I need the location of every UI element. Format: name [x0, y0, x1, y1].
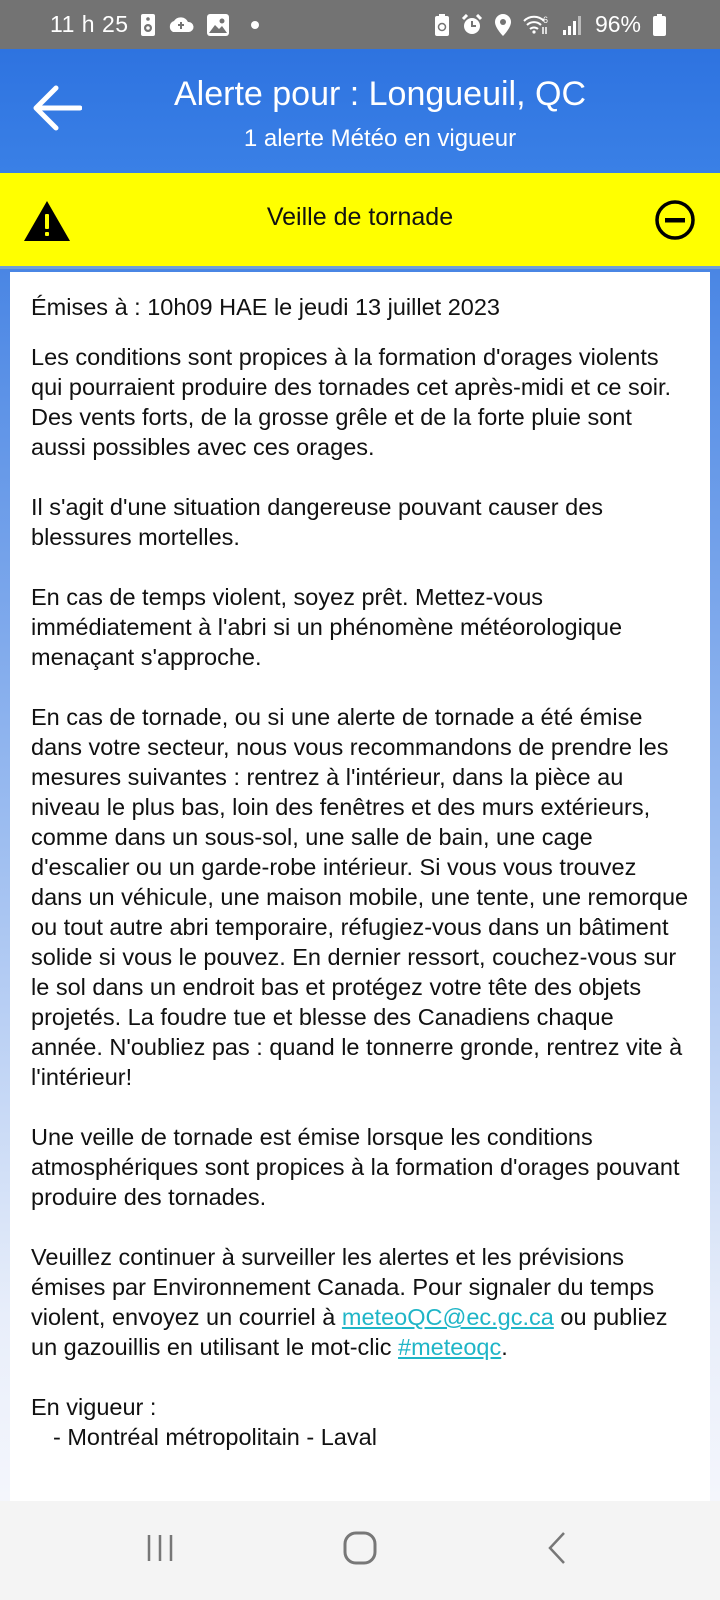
- status-right: [435, 11, 666, 38]
- contact-text: .: [501, 1334, 508, 1360]
- in-effect-label: En vigueur :: [31, 1394, 157, 1420]
- battery-percent: 96%: [594, 11, 641, 37]
- home-icon: [343, 1531, 377, 1565]
- email-link[interactable]: meteoQC@ec.gc.ca: [341, 1304, 554, 1330]
- content-area[interactable]: [0, 269, 720, 1501]
- alert-title: Veille de tornade: [266, 203, 454, 231]
- notification-dot-icon: [251, 21, 259, 29]
- alert-paragraph: En cas de temps violent, soyez prêt. Mettez-vous immédiatement à l'abri si un phénomène météorologique menaçant s'approche.: [31, 584, 623, 670]
- status-time: 11 h 25: [50, 11, 129, 37]
- minus-circle-icon: [654, 199, 696, 241]
- hashtag-link[interactable]: #meteoqc: [398, 1334, 502, 1360]
- page-subtitle: 1 alerte Météo en vigueur: [243, 125, 517, 152]
- alert-paragraph: En cas de tornade, ou si une alerte de tornade a été émise dans votre secteur, nous vous recommandons de prendre les mesures suivantes : rentrez à l'intérieur, dans la pièce au niveau le plus bas, loin des fenêtres et des murs extérieurs, comme dans un sous-sol, une salle de bain, une cage d'escalier ou un garde-robe intérieur. Si vous vous trouvez dans un véhicule, une maison mobile, une tente, une remorque ou tout autre abri temporaire, réfugiez-vous dans un bâtiment solide si vous le pouvez. En dernier ressort, couchez-vous sur le sol dans un endroit bas et protégez votre tête des objets projetés. La foudre tue et blesse des Canadiens chaque année. N'oubliez pas : quand le tonnerre gronde, rentrez vite à l'intérieur!: [31, 704, 689, 1090]
- nav-back-button[interactable]: [528, 1523, 588, 1573]
- status-left: [50, 11, 259, 38]
- collapse-alert-button[interactable]: [652, 197, 698, 243]
- battery-saver-icon: [435, 14, 449, 36]
- alert-paragraph: Il s'agit d'une situation dangereuse pouvant causer des blessures mortelles.: [31, 494, 604, 550]
- issued-time: Émises à : 10h09 HAE le jeudi 13 juillet 2023: [31, 294, 500, 320]
- alert-header[interactable]: [0, 173, 720, 269]
- app-bar: [0, 49, 720, 173]
- battery-icon: [653, 14, 666, 36]
- contact-paragraph: [31, 1242, 689, 1362]
- alert-paragraph: Les conditions sont propices à la formation d'orages violents qui pourraient produire des tornades cet après-midi et ce soir. Des vents forts, de la grosse grêle et de la forte pluie sont aussi possibles avec ces orages.: [31, 344, 672, 460]
- recents-button[interactable]: [130, 1523, 190, 1573]
- home-button[interactable]: [330, 1523, 390, 1573]
- location-icon: [495, 14, 511, 36]
- recents-icon: [145, 1533, 175, 1563]
- alert-details-card: [10, 272, 710, 1501]
- status-bar: [0, 0, 720, 49]
- system-nav-bar: [0, 1501, 720, 1600]
- signal-icon: [563, 15, 583, 35]
- alert-paragraph: Une veille de tornade est émise lorsque les conditions atmosphériques sont propices à la formation d'orages pouvant produire des tornades.: [31, 1124, 680, 1210]
- cloud-sync-icon: [167, 17, 195, 33]
- alarm-icon: [461, 14, 483, 36]
- gallery-icon: [207, 14, 229, 36]
- contact-text: ou publiez un gazouillis en utilisant le mot-clic: [31, 1304, 668, 1360]
- contact-text: Veuillez continuer à surveiller les alertes et les prévisions émises par Environnement Canada. Pour signaler du temps violent, envoyez un courriel à: [31, 1244, 655, 1330]
- region-item: - Montréal métropolitain - Laval: [53, 1424, 377, 1450]
- back-chevron-icon: [546, 1531, 570, 1565]
- svg-text:6: 6: [542, 14, 548, 25]
- page-title: Alerte pour : Longueuil, QC: [173, 75, 587, 113]
- speaker-icon: [141, 14, 155, 36]
- wifi-6-icon: [523, 14, 551, 36]
